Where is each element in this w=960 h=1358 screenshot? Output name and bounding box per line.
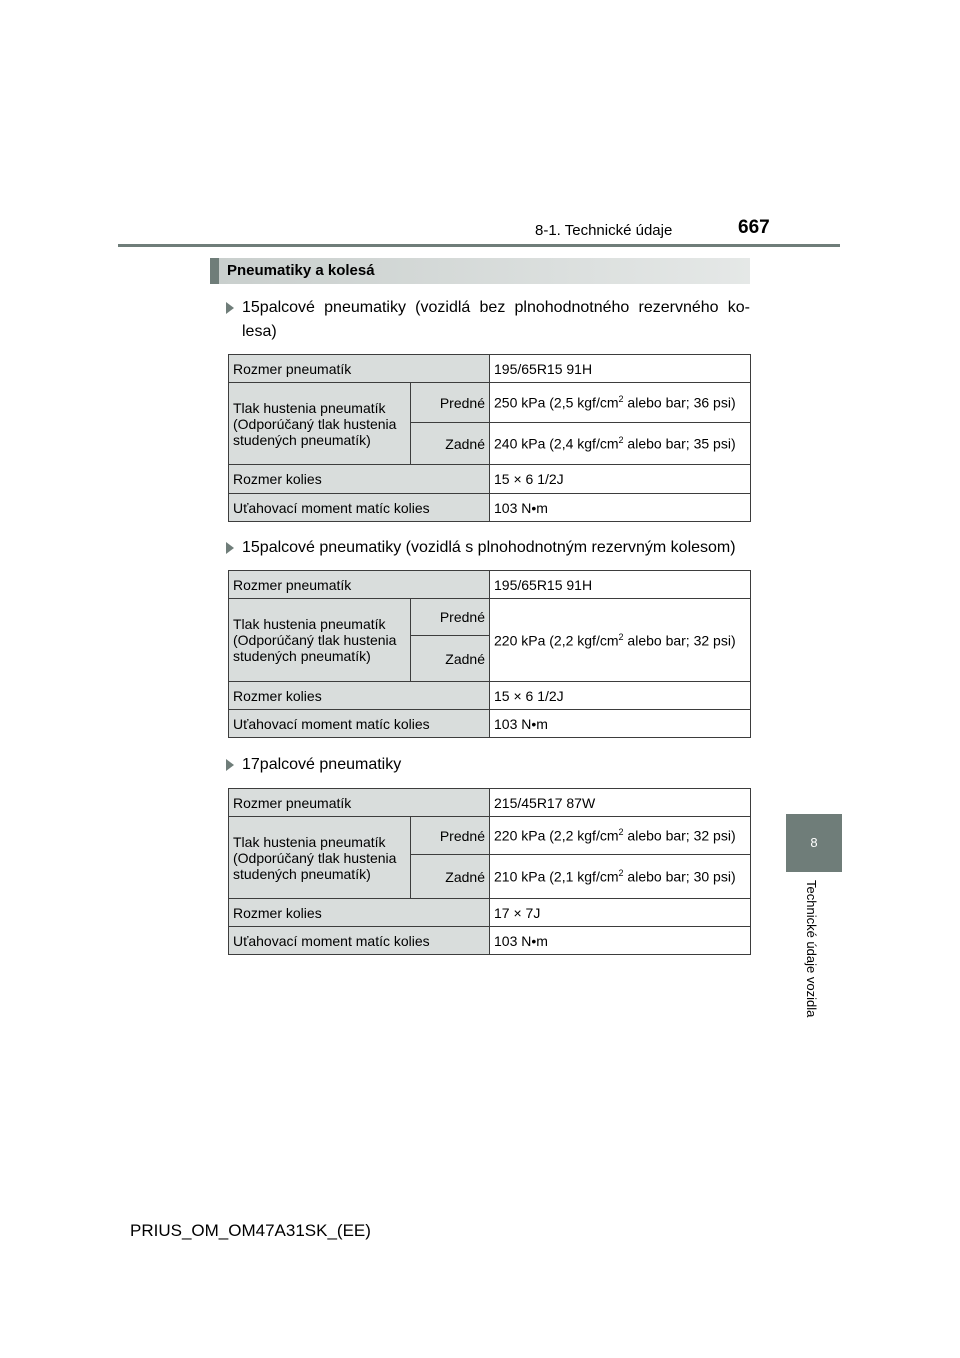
bullet-arrow-icon — [226, 759, 234, 771]
torque-label: Uťahovací moment matíc kolies — [229, 927, 490, 955]
front-label: Predné — [411, 599, 490, 636]
header-divider — [118, 244, 840, 247]
rear-pressure-value: 210 kPa (2,1 kgf/$cm^2$ alebo bar; 30 psi) — [490, 855, 751, 899]
pressure-label: Tlak hustenia pneumatík (Odporúčaný tlak hustenia studených pneumatík) — [229, 383, 411, 465]
group-heading-3 — [226, 753, 750, 777]
rear-label: Zadné — [411, 423, 490, 465]
wheel-size-label: Rozmer kolies — [229, 682, 490, 710]
section-title: Pneumatiky a kolesá — [210, 258, 750, 284]
front-rear-pressure-value: 220 kPa (2,2 kgf/$cm^2$ alebo bar; 32 psi) — [490, 599, 751, 682]
tire-size-label: Rozmer pneumatík — [229, 571, 490, 599]
torque-value: 103 N•m — [490, 710, 751, 738]
bullet-arrow-icon — [226, 302, 234, 314]
tire-spec-table-3 — [228, 788, 751, 955]
group-heading-text: 15palcové pneumatiky (vozidlá s plnohodnotným rezervným kolesom) — [242, 539, 736, 556]
page-number: 667 — [738, 217, 770, 238]
rear-label: Zadné — [411, 636, 490, 682]
wheel-size-label: Rozmer kolies — [229, 465, 490, 494]
torque-value: 103 N•m — [490, 494, 751, 522]
tire-spec-table-1 — [228, 354, 751, 522]
torque-label: Uťahovací moment matíc kolies — [229, 494, 490, 522]
document-footer: PRIUS_OM_OM47A31SK_(EE) — [130, 1221, 371, 1240]
bullet-arrow-icon — [226, 542, 234, 554]
wheel-size-value: 17 × 7J — [490, 899, 751, 927]
tire-size-value: 195/65R15 91H — [490, 571, 751, 599]
front-pressure-value: 220 kPa (2,2 kgf/$cm^2$ alebo bar; 32 psi) — [490, 817, 751, 855]
tire-size-value: 215/45R17 87W — [490, 789, 751, 817]
rear-label: Zadné — [411, 855, 490, 899]
front-label: Predné — [411, 817, 490, 855]
group-heading-2 — [226, 536, 750, 560]
chapter-tab: 8 — [786, 814, 842, 872]
wheel-size-label: Rozmer kolies — [229, 899, 490, 927]
rear-pressure-value: 240 kPa (2,4 kgf/$cm^2$ alebo bar; 35 psi) — [490, 423, 751, 465]
chapter-side-title: Technické údaje vozidla — [804, 880, 819, 1018]
tire-size-label: Rozmer pneumatík — [229, 355, 490, 383]
torque-label: Uťahovací moment matíc kolies — [229, 710, 490, 738]
wheel-size-value: 15 × 6 1/2J — [490, 465, 751, 494]
tire-size-value: 195/65R15 91H — [490, 355, 751, 383]
pressure-label: Tlak hustenia pneumatík (Odporúčaný tlak hustenia studených pneumatík) — [229, 599, 411, 682]
torque-value: 103 N•m — [490, 927, 751, 955]
front-pressure-value: 250 kPa (2,5 kgf/$cm^2$ alebo bar; 36 psi) — [490, 383, 751, 423]
tire-spec-table-2 — [228, 570, 751, 738]
group-heading-text: 15palcové pneumatiky (vozidlá bez plnohodnotného rezervného ko-lesa) — [242, 299, 750, 340]
pressure-label: Tlak hustenia pneumatík (Odporúčaný tlak hustenia studených pneumatík) — [229, 817, 411, 899]
header-section-title: 8-1. Technické údaje — [535, 222, 673, 239]
wheel-size-value: 15 × 6 1/2J — [490, 682, 751, 710]
front-label: Predné — [411, 383, 490, 423]
group-heading-text: 17palcové pneumatiky — [242, 756, 402, 773]
tire-size-label: Rozmer pneumatík — [229, 789, 490, 817]
group-heading-1 — [226, 296, 750, 344]
